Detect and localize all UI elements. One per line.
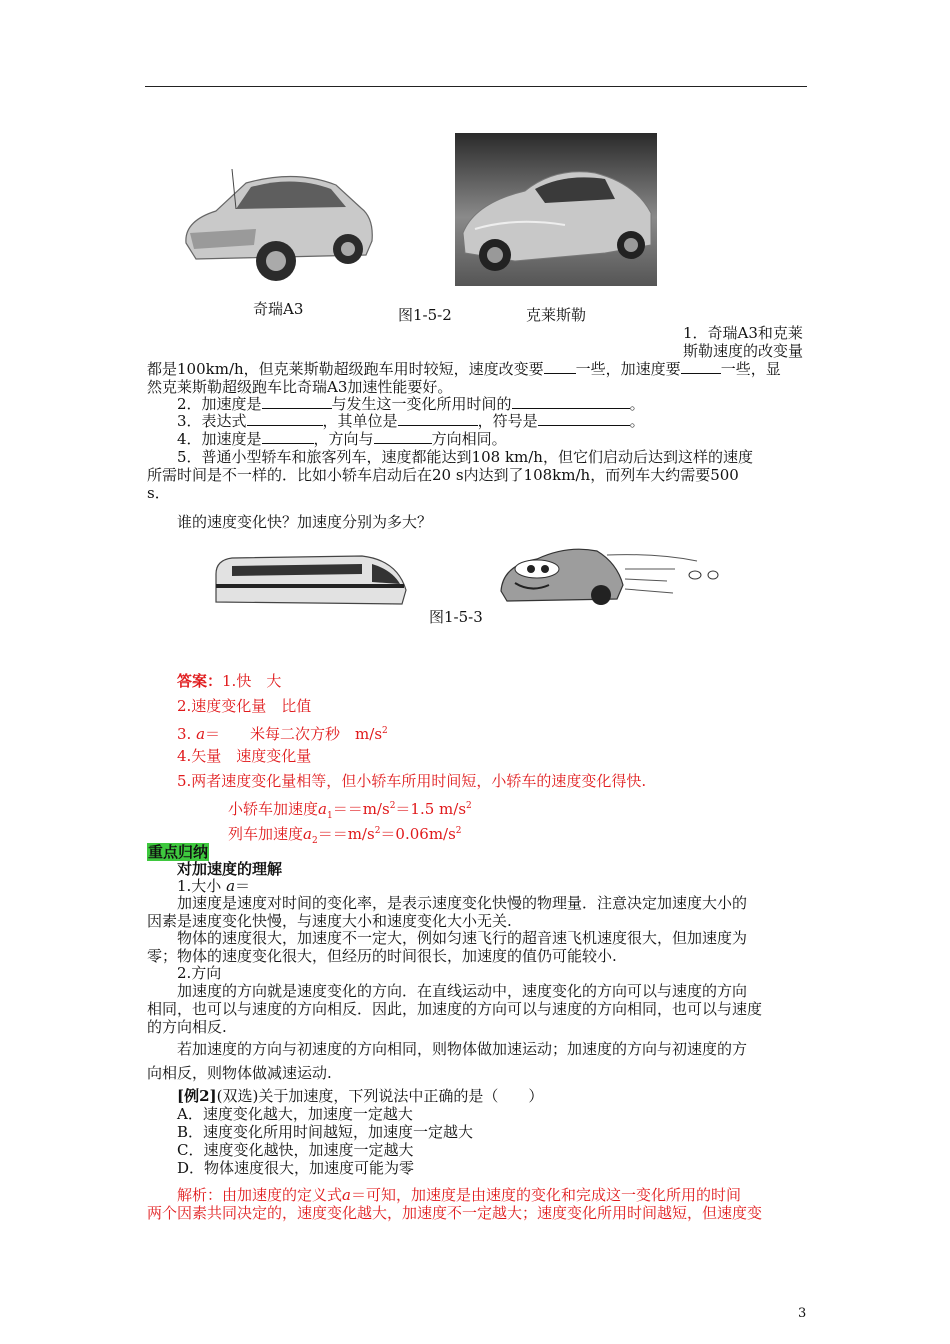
q5-line3: s． [147,484,170,502]
example-option-a: A．速度变化越大，加速度一定越大 [177,1105,413,1123]
key-p4-l2: 向相反，则物体做减速运动. [147,1064,332,1082]
q1-line1: 1．奇瑞A3和克莱 [683,324,803,342]
q1-line2: 斯勒速度的改变量 [683,342,804,360]
key-p3-l3: 的方向相反. [147,1018,227,1036]
key-p2-l1: 物体的速度很大，加速度不一定大，例如匀速飞行的超音速飞机速度很大，但加速度为 [177,929,748,947]
q5-line4: 谁的速度变化快？加速度分别为多大？ [177,513,433,531]
answer-3: 3. a＝ 米每二次方秒 $m/s^2$ [177,725,388,743]
key-s1-title: 1.大小 a＝ [177,877,251,895]
q4: 4．加速度是 ，方向与 方向相同。 [177,430,507,448]
key-p3-l1: 加速度的方向就是速度变化的方向．在直线运动中，速度变化的方向可以与速度的方向 [177,982,748,1000]
page-number: 3 [798,1306,807,1321]
solution-line2: 两个因素共同决定的，速度变化越大，加速度不一定越大；速度变化所用时间越短，但速度变 [147,1204,763,1222]
chery-caption: 奇瑞A3 [253,300,304,318]
q1-line4: 然克莱斯勒超级跑车比奇瑞A3加速性能要好。 [147,378,453,396]
key-p4-l1: 若加速度的方向与初速度的方向相同，则物体做加速运动；加速度的方向与初速度的方 [177,1040,748,1058]
train-illustration [212,552,408,610]
chrysler-photo [455,133,657,286]
chery-a3-photo [176,163,376,288]
key-p1-l2: 因素是速度变化快慢，与速度大小和速度变化大小无关. [147,912,512,930]
q2: 2．加速度是 与发生这一变化所用时间的 。 [177,395,645,413]
answer-5: 5.两者速度变化量相等，但小轿车所用时间短，小轿车的速度变化得快. [177,772,647,790]
example-option-b: B．速度变化所用时间越短，加速度一定越大 [177,1123,474,1141]
key-points-tag: 重点归纳 [148,843,209,861]
answer-4: 4.矢量 速度变化量 [177,747,312,765]
answer-1: 答案：1.快 大 [177,672,282,690]
key-p3-l2: 相同，也可以与速度的方向相反．因此，加速度的方向可以与速度的方向相同，也可以与速度 [147,1000,763,1018]
key-title: 对加速度的理解 [177,860,283,878]
answer-train-accel: 列车加速度$a_2==m/s^2=0.06m/s^2$ [228,825,462,846]
q5-line1: 5．普通小型轿车和旅客列车，速度都能达到108 km/h，但它们启动后达到这样的速度 [177,448,753,466]
answer-2: 2.速度变化量 比值 [177,697,312,715]
figure-153-caption: 图1-5-3 [429,608,483,626]
q3: 3．表达式 ，其单位是 ，符号是 。 [177,412,645,430]
key-p2-l2: 零；物体的速度变化很大，但经历的时间很长，加速度的值仍可能较小. [147,947,617,965]
key-s2-title: 2.方向 [177,964,222,982]
figure-152-caption: 图1-5-2 [398,306,452,324]
answer-car-accel: 小轿车加速度$a_1==m/s^2=1.5$ $m/s^2$ [228,800,472,821]
key-p1-l1: 加速度是速度对时间的变化率，是表示速度变化快慢的物理量．注意决定加速度大小的 [177,894,748,912]
q5-line2: 所需时间是不一样的．比如小轿车启动后在20 s内达到了108km/h，而列车大约需要500 [147,466,739,484]
chrysler-caption: 克莱斯勒 [526,306,587,324]
q1-line3: 都是100km/h，但克莱斯勒超级跑车用时较短，速度改变要 一些，加速度要 一些，显 [147,360,781,378]
header-rule [145,86,807,87]
example-option-d: D．物体速度很大，加速度可能为零 [177,1159,415,1177]
solution-line1: 解析：由加速度的定义式a＝可知，加速度是由速度的变化和完成这一变化所用的时间 [177,1186,741,1204]
example-option-c: C．速度变化越快，加速度一定越大 [177,1141,414,1159]
example-stem: [例2](双选)关于加速度，下列说法中正确的是（ ） [177,1087,544,1105]
cartoon-car-illustration [497,539,725,607]
